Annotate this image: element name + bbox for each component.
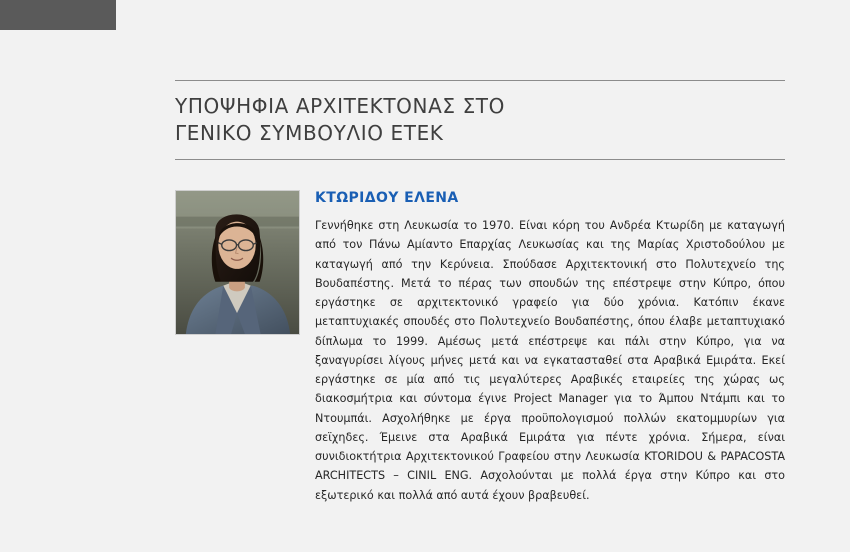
profile-section: [175, 190, 785, 505]
corner-accent-band: [0, 0, 116, 30]
title-line-2: ΓΕΝΙΚΟ ΣΥΜΒΟΥΛΙΟ ΕΤΕΚ: [175, 121, 444, 145]
title-line-1: ΥΠΟΨΗΦΙΑ ΑΡΧΙΤΕΚΤΟΝΑΣ ΣΤΟ: [175, 94, 505, 118]
title-section: [175, 80, 785, 160]
portrait-photo-woman-glasses-denim-jacket: [175, 190, 300, 335]
person-biography: Γεννήθηκε στη Λευκωσία το 1970. Είναι κόρη του Ανδρέα Κτωρίδη με καταγωγή από τον Πάνω Αμίαντο Επαρχίας Λευκωσίας και της Μαρίας Χριστοδούλου με καταγωγή από την Κερύνεια. Σπούδασε Αρχιτεκτονική στο Πολυτεχνείο της Βουδαπέστης. Μετά το πέρας των σπουδών της επέστρεψε στην Κύπρο, όπου εργάστηκε σε αρχιτεκτονικό γραφείο για δύο χρόνια. Κατόπιν έκανε μεταπτυχιακές σπουδές στο Πολυτεχνείο Βουδαπέστης, όπου έλαβε μεταπτυχιακό δίπλωμα το 1999. Αμέσως μετά επέστρεψε και πάλι στην Κύπρο, για να ξαναγυρίσει λίγους μήνες μετά και να εγκατασταθεί στα Αραβικά Εμιράτα. Εκεί εργάστηκε σε μία από τις μεγαλύτερες Αραβικές εταιρείες της χώρας ως διακοσμήτρια και σύντομα έγινε Project Manager για το Άμπου Ντάμπι και το Ντουμπάι. Ασχολήθηκε με έργα προϋπολογισμού πολλών εκατομμυρίων για σεϊχηδες. Έμεινε στα Αραβικά Εμιράτα για πέντε χρόνια. Σήμερα, είναι συνιδιοκτήτρια Αρχιτεκτονικού Γραφείου στην Λευκωσία KTORIDOU & PAPACOSTA ARCHITECTS – CINIL ENG. Ασχολούνται με πολλά έργα στην Κύπρο και στο εξωτερικό και πολλά από αυτά έχουν βραβευθεί.: [315, 219, 785, 502]
profile-text-column: [315, 190, 785, 505]
portrait-photo-container: [175, 190, 300, 335]
person-name: ΚΤΩΡΙΔΟΥ ΕΛΕΝΑ: [315, 190, 459, 206]
title-block: [175, 80, 785, 160]
